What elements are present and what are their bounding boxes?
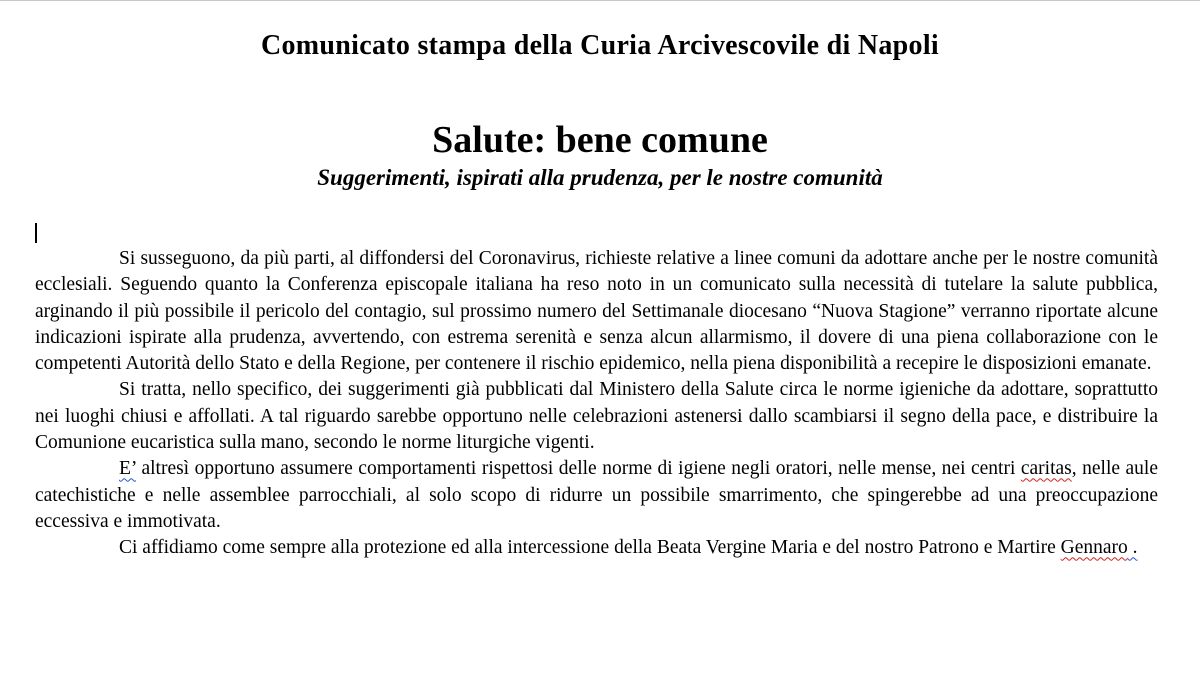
grammar-flagged-punctuation[interactable]: . — [1127, 537, 1138, 559]
text-cursor — [35, 223, 37, 243]
document-subtitle: Suggerimenti, ispirati alla prudenza, per le nostre comunità — [317, 165, 883, 190]
paragraph-1: Si susseguono, da più parti, al diffondersi del Coronavirus, richieste relative a linee comuni da adottare anche per le nostre comunità ecclesiali. Seguendo quanto la Conferenza episcopale italiana ha reso noto in un comunicato sulla necessità di tutelare la salute pubblica, arginando il più possibile il pericolo del contagio, sul prossimo numero del Settimanale diocesano “Nuova Stagione” verranno riportate alcune indicazioni ispirate alla prudenza, avvertendo, con estrema serenità e senza alcun allarmismo, il dovere di una piena collaborazione con le competenti Autorità dello Stato e della Regione, per contenere il rischio epidemico, nella piena disponibilità a recepire le disposizioni emanate. — [35, 248, 1158, 375]
paragraph-4-text: Ci affidiamo come sempre alla protezione ed alla intercessione della Beata Vergine Maria e del nostro Patrono e Martire — [119, 537, 1061, 559]
grammar-flagged-word[interactable]: E’ — [119, 458, 136, 480]
paragraph-2: Si tratta, nello specifico, dei suggerimenti già pubblicati dal Ministero della Salute circa le norme igieniche da adottare, soprattutto nei luoghi chiusi e affollati. A tal riguardo sarebbe opportuno nelle celebrazioni astenersi dallo scambiarsi il segno della pace, e distribuire la Comunione eucaristica sulla mano, secondo le norme liturgiche vigenti. — [35, 379, 1158, 454]
document-title: Salute: bene comune — [432, 119, 768, 161]
spelling-flagged-word[interactable]: Gennaro — [1060, 537, 1128, 559]
paragraph-4 — [35, 535, 1158, 561]
paragraph-3 — [35, 456, 1158, 535]
document-body[interactable] — [35, 246, 1158, 562]
page-top-edge — [0, 0, 1200, 1]
paragraph-3-text: altresì opportuno assumere comportamenti rispettosi delle norme di igiene negli oratori, nelle mense, nei centri — [135, 458, 1021, 480]
document-header: Comunicato stampa della Curia Arcivescovile di Napoli — [260, 30, 940, 61]
paragraph-3-text-end: , nelle aule catechistiche e nelle assemblee parrocchiali, al solo scopo di ridurre un possibile smarrimento, che spingerebbe ad una preoccupazione eccessiva e immotivata. — [35, 458, 1158, 532]
spelling-flagged-word[interactable]: caritas — [1020, 458, 1072, 480]
